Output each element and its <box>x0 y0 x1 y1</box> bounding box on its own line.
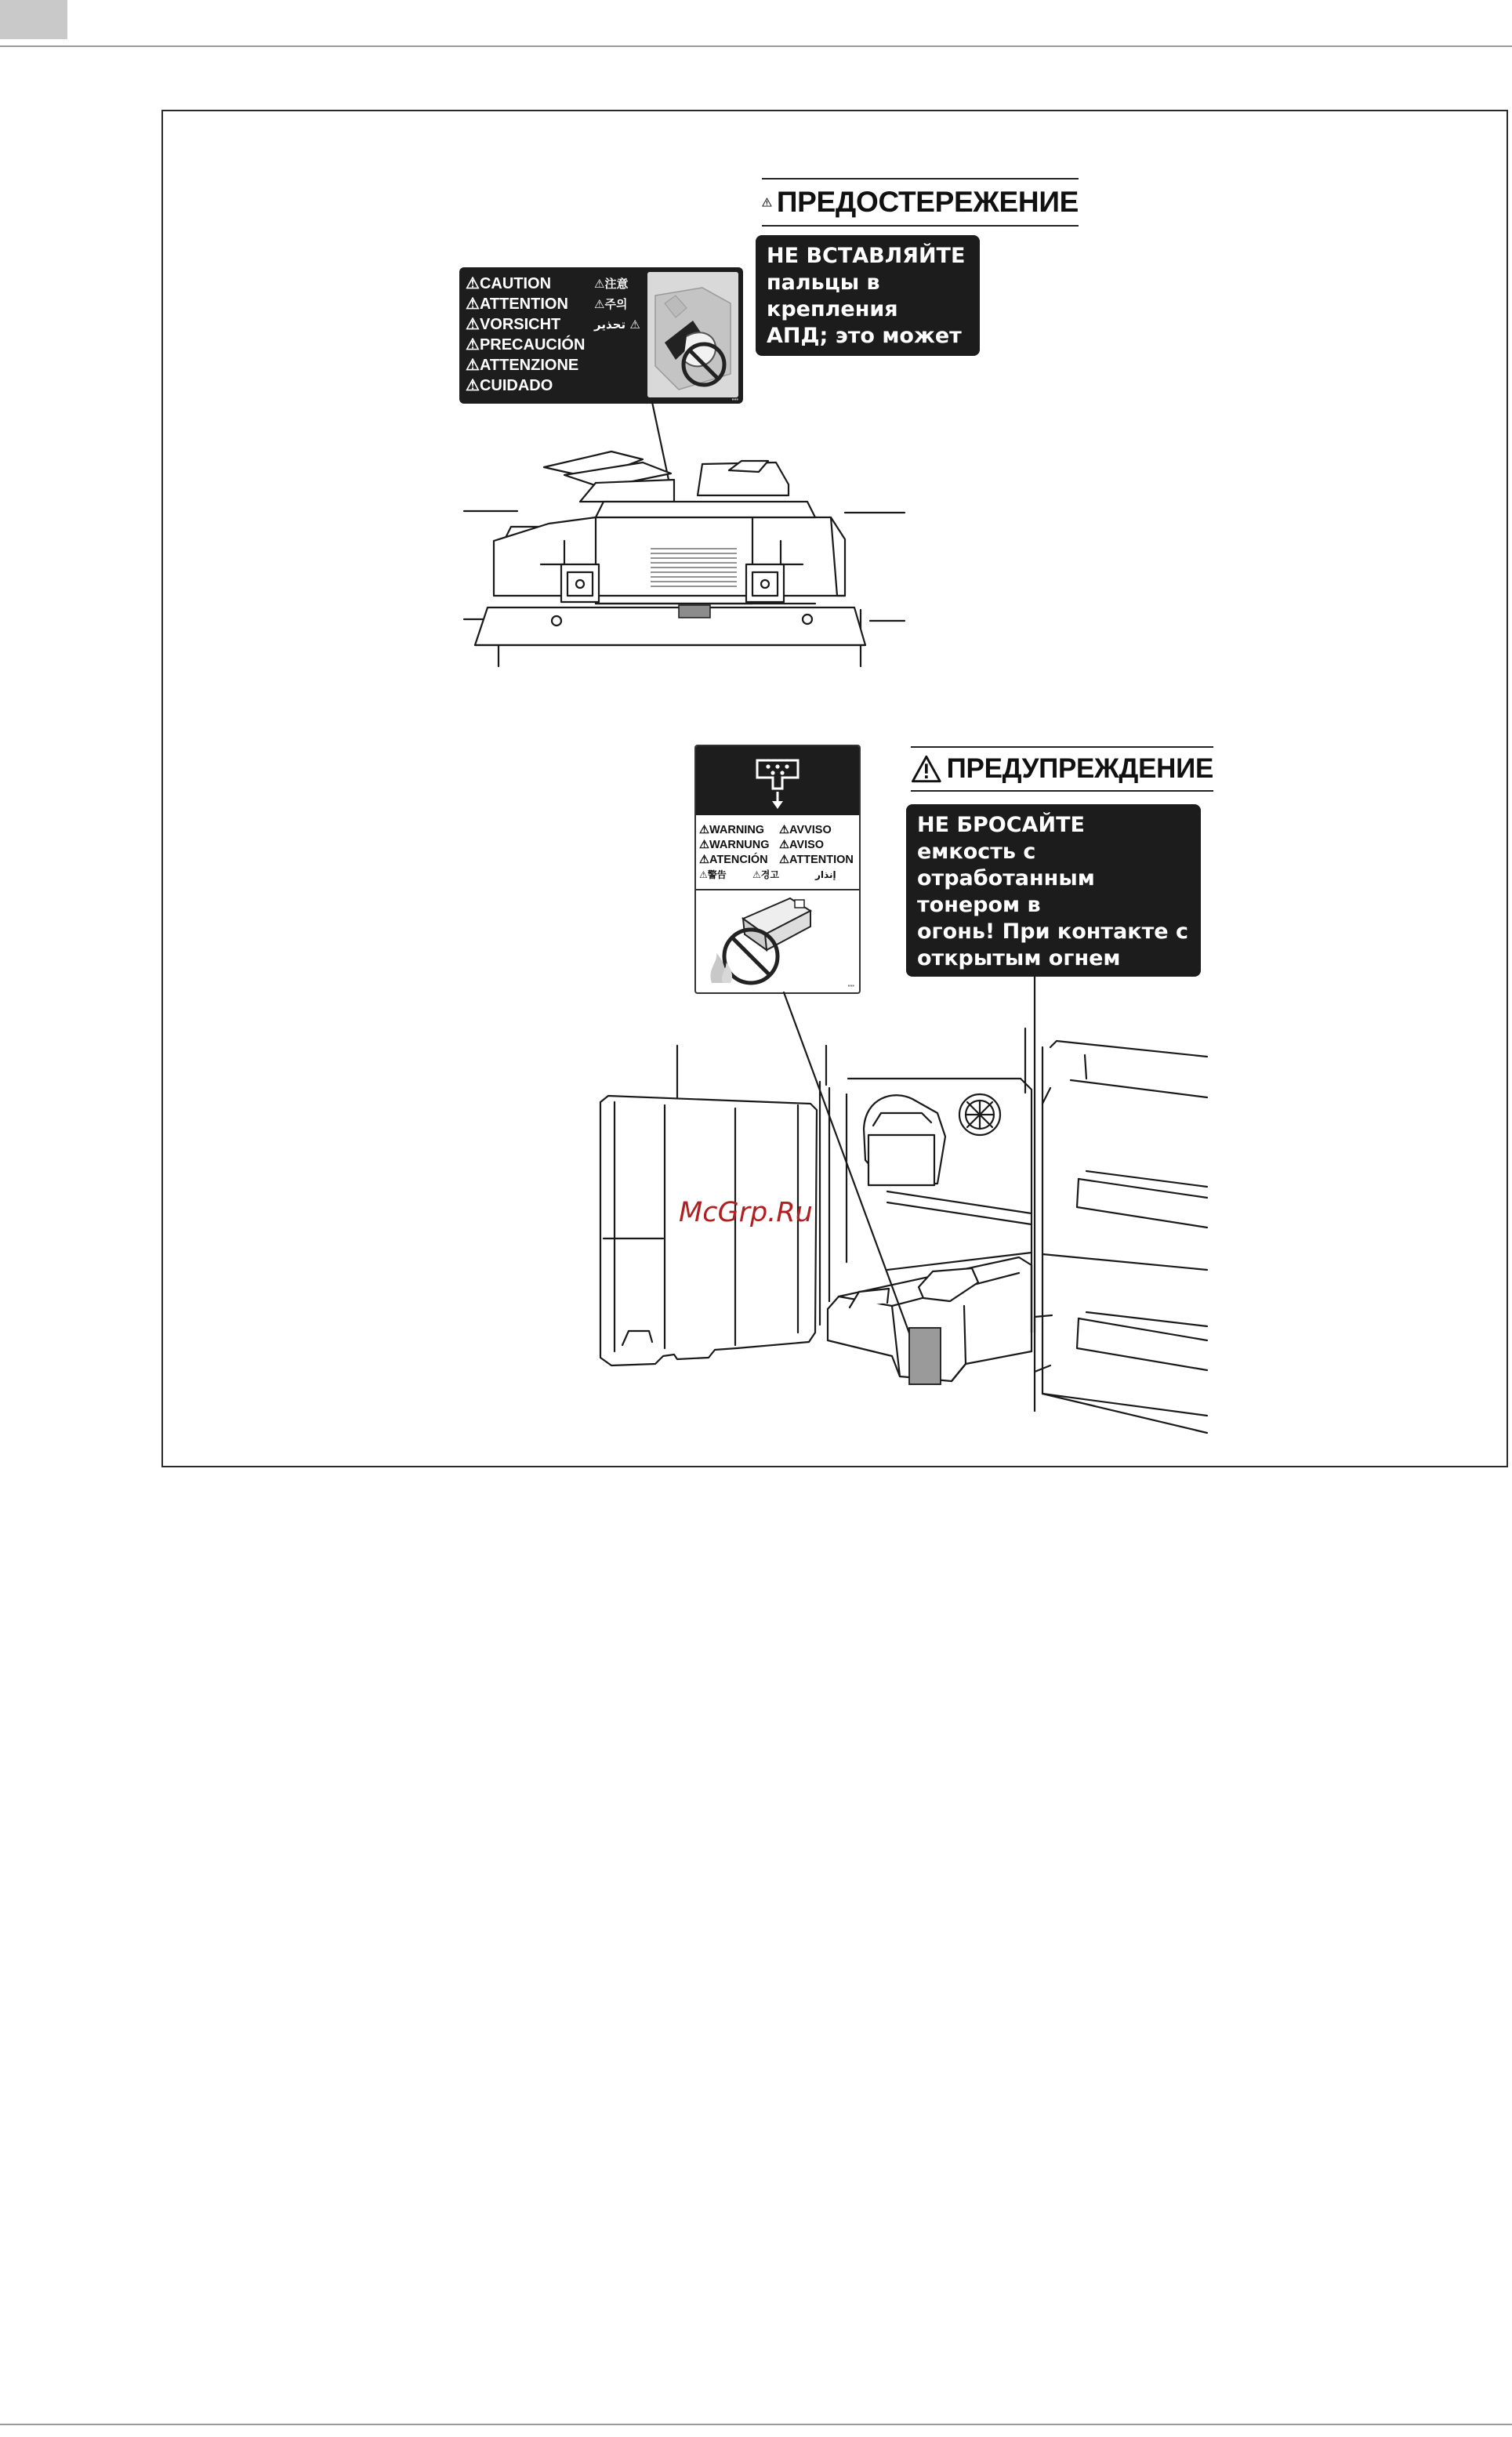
watermark: McGrp.Ru <box>679 1197 813 1228</box>
warning-triangle-icon: ⚠ <box>466 357 480 374</box>
caution-language-row: ⚠ATTENZIONE <box>466 357 579 374</box>
warning-message-line: открытым огнем тонер <box>917 946 1121 997</box>
caution-message-line: АПД; это может <box>767 324 962 348</box>
sticker-code: ▪▪▪ <box>847 982 854 989</box>
warning-language: ⚠WARNING <box>699 824 765 836</box>
warning-triangle-icon: ⚠ <box>699 854 709 866</box>
caution-asian-row: ⚠注意 <box>594 277 629 291</box>
warning-triangle-icon: ⚠ <box>594 297 605 311</box>
warning-language: ⚠ATENCIÓN <box>699 854 768 866</box>
warning-triangle-icon: ⚠ <box>466 336 480 354</box>
warning-heading-text: ПРЕДУПРЕЖДЕНИЕ <box>946 753 1213 784</box>
caution-language-row: ⚠VORSICHT <box>466 316 561 333</box>
warning-triangle-icon: ⚠ <box>699 824 709 836</box>
caution-heading-text: ПРЕДОСТЕРЕЖЕНИЕ <box>776 186 1079 218</box>
warning-triangle-icon: ⚠ <box>752 869 761 880</box>
warning-message-line: может воспламениться и <box>917 999 1137 1050</box>
warning-language: ⚠警告 <box>699 869 727 880</box>
caution-message-line: НЕ ВСТАВЛЯЙТЕ <box>767 244 966 268</box>
warning-language: ⚠AVVISO <box>779 824 832 836</box>
warning-language: ⚠ATTENTION <box>779 854 854 866</box>
caution-language-row: ⚠CAUTION <box>466 275 552 292</box>
warning-triangle-icon: ⚠ <box>629 317 640 332</box>
warning-language: ⚠WARNUNG <box>699 839 770 851</box>
warning-message-line: огонь! При контакте с <box>917 919 1188 944</box>
warning-triangle-icon: ⚠ <box>699 839 709 851</box>
warning-language: ⚠AVISO <box>779 839 825 851</box>
warning-message-line: отработанным тонером в <box>917 866 1095 917</box>
caution-asian-row: تحذير ⚠ <box>594 317 640 332</box>
caution-message-line: пальцы в крепления <box>767 270 898 321</box>
warning-triangle-icon: ⚠ <box>779 854 789 866</box>
warning-triangle-icon: ⚠ <box>594 277 605 291</box>
warning-triangle-icon: ⚠ <box>779 839 789 851</box>
caution-language-row: ⚠PRECAUCIÓN <box>466 336 586 354</box>
warning-message-line: НЕ БРОСАЙТЕ емкость с <box>917 813 1085 864</box>
warning-triangle-icon: ⚠ <box>466 316 480 333</box>
warning-triangle-icon: ⚠ <box>699 869 708 880</box>
warning-language: ⚠경고 <box>752 869 779 880</box>
warning-triangle-icon: ⚠ <box>466 275 480 292</box>
caution-language-row: ⚠CUIDADO <box>466 377 553 394</box>
warning-triangle-icon: ⚠ <box>466 296 480 313</box>
warning-triangle-icon: ⚠ <box>779 824 789 836</box>
caution-message-line: привести к травме. <box>767 350 901 401</box>
caution-asian-row: ⚠주의 <box>594 297 628 311</box>
warning-triangle-icon: ⚠ <box>466 377 480 394</box>
sticker-code: ▪▪▪ <box>731 396 738 403</box>
warning-language: إنذار <box>815 869 836 880</box>
footer-rule <box>0 2424 1512 2425</box>
caution-language-row: ⚠ATTENTION <box>466 296 568 313</box>
warning-message-line: привести к <box>917 1053 1051 1077</box>
